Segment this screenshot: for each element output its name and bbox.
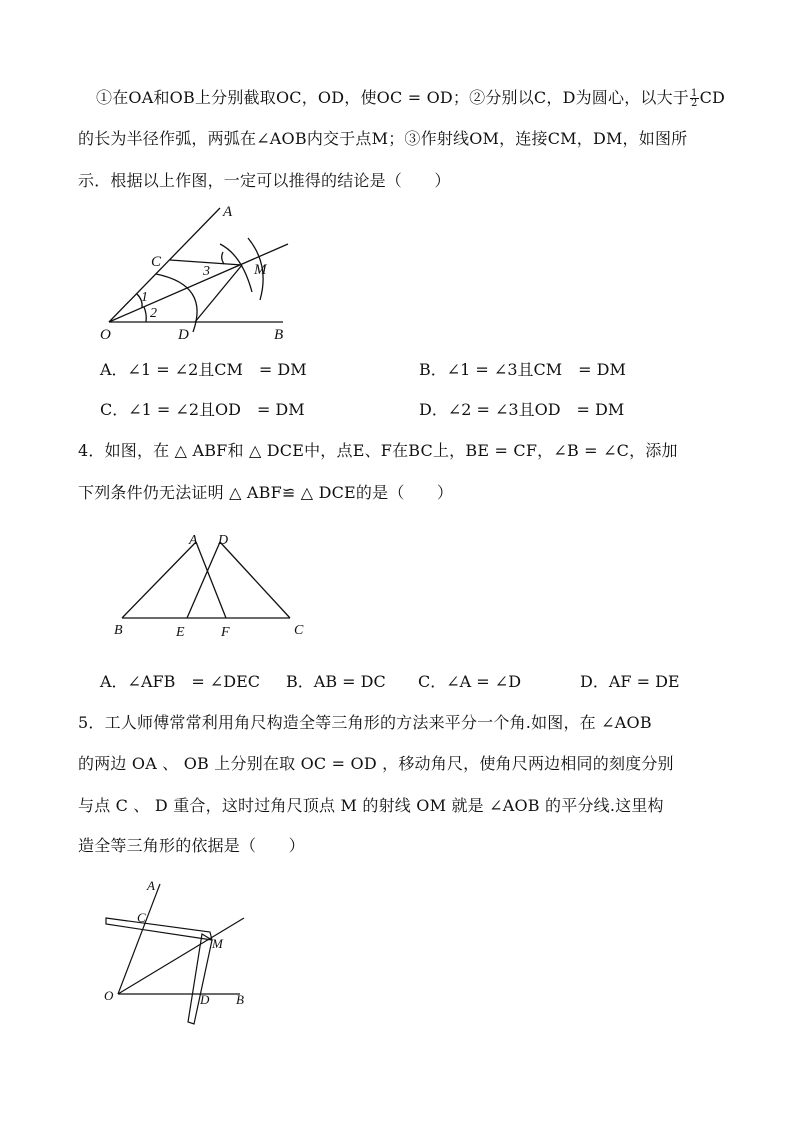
angle-2-mark (144, 307, 146, 322)
label-c: C (137, 910, 146, 925)
label-d: D (178, 327, 189, 343)
segment-ab (122, 542, 196, 618)
q4-line-2: 下列条件仍无法证明 △ ABF≌ △ DCE的是（ ） (78, 483, 454, 502)
segment-dc (220, 542, 290, 618)
set-square-top-arm (106, 918, 212, 940)
label-c: C (151, 254, 162, 270)
label-a: A (189, 533, 198, 548)
q3-line-1 (96, 88, 725, 108)
q5-figure (100, 876, 280, 1026)
ray-oa (118, 884, 160, 994)
label-o: O (100, 327, 111, 343)
q3-line1-text: ①在OA和OB上分别截取OC，OD，使OC = OD；②分别以C，D为圆心，以大于 (96, 88, 690, 107)
q4-figure (110, 532, 310, 642)
segment-de (187, 542, 220, 618)
q5-line-2: 的两边 OA 、 OB 上分别在取 OC = OD ，移动角尺，使角尺两边相同的刻度分别 (78, 754, 674, 773)
label-d: D (218, 533, 229, 548)
q3-line-2: 的长为半径作弧，两弧在∠AOB内交于点M；③作射线OM，连接CM，DM，如图所 (78, 129, 688, 148)
arc-from-c (220, 244, 252, 292)
q4-option-d: D．AF = DE (580, 672, 680, 691)
label-c: C (294, 623, 304, 638)
fraction-denominator: 2 (691, 98, 698, 109)
label-b: B (274, 327, 284, 343)
ray-om (118, 918, 244, 994)
label-m: M (212, 936, 223, 951)
q3-option-d: D．∠2 = ∠3且OD = DM (419, 400, 625, 419)
q4-option-a: A．∠AFB = ∠DEC (100, 672, 261, 691)
q3-option-a: A．∠1 = ∠2且CM = DM (100, 360, 307, 379)
label-angle-1: 1 (141, 290, 148, 305)
q3-option-c: C．∠1 = ∠2且OD = DM (100, 400, 305, 419)
label-angle-3: 3 (203, 264, 210, 279)
label-angle-2: 2 (150, 306, 157, 321)
arc-cd (156, 274, 197, 332)
ray-om (109, 244, 288, 322)
q5-line-1: 5．工人师傅常常利用角尺构造全等三角形的方法来平分一个角.如图，在 ∠AOB (78, 713, 652, 732)
q4-line-1: 4．如图，在 △ ABF和 △ DCE中，点E、F在BC上，BE = CF，∠B = ∠C，添加 (78, 441, 678, 460)
segment-af (196, 542, 226, 618)
q3-line-3: 示．根据以上作图，一定可以推得的结论是（ ） (78, 171, 451, 190)
q3-figure (100, 200, 300, 343)
label-a: A (223, 204, 233, 220)
fraction-one-half (690, 89, 699, 108)
label-b: B (114, 623, 123, 638)
label-f: F (221, 625, 230, 640)
label-m: M (254, 262, 267, 278)
q5-line-4: 造全等三角形的依据是（ ） (78, 836, 305, 855)
label-o: O (104, 988, 114, 1003)
fraction-numerator: 1 (691, 88, 698, 99)
label-e: E (176, 625, 185, 640)
set-square-vertical-arm (188, 934, 212, 1024)
q4-option-c: C．∠A = ∠D (418, 672, 522, 691)
q4-option-b: B．AB = DC (286, 672, 386, 691)
angle-3-mark (222, 252, 224, 264)
q5-line-3: 与点 C 、 D 重合，这时过角尺顶点 M 的射线 OM 就是 ∠AOB 的平分线.这里构 (78, 796, 664, 815)
label-d: D (200, 992, 210, 1007)
q3-line1-tail: CD (699, 88, 726, 107)
label-b: B (236, 992, 244, 1007)
q3-option-b: B．∠1 = ∠3且CM = DM (419, 360, 626, 379)
label-a: A (147, 878, 155, 893)
